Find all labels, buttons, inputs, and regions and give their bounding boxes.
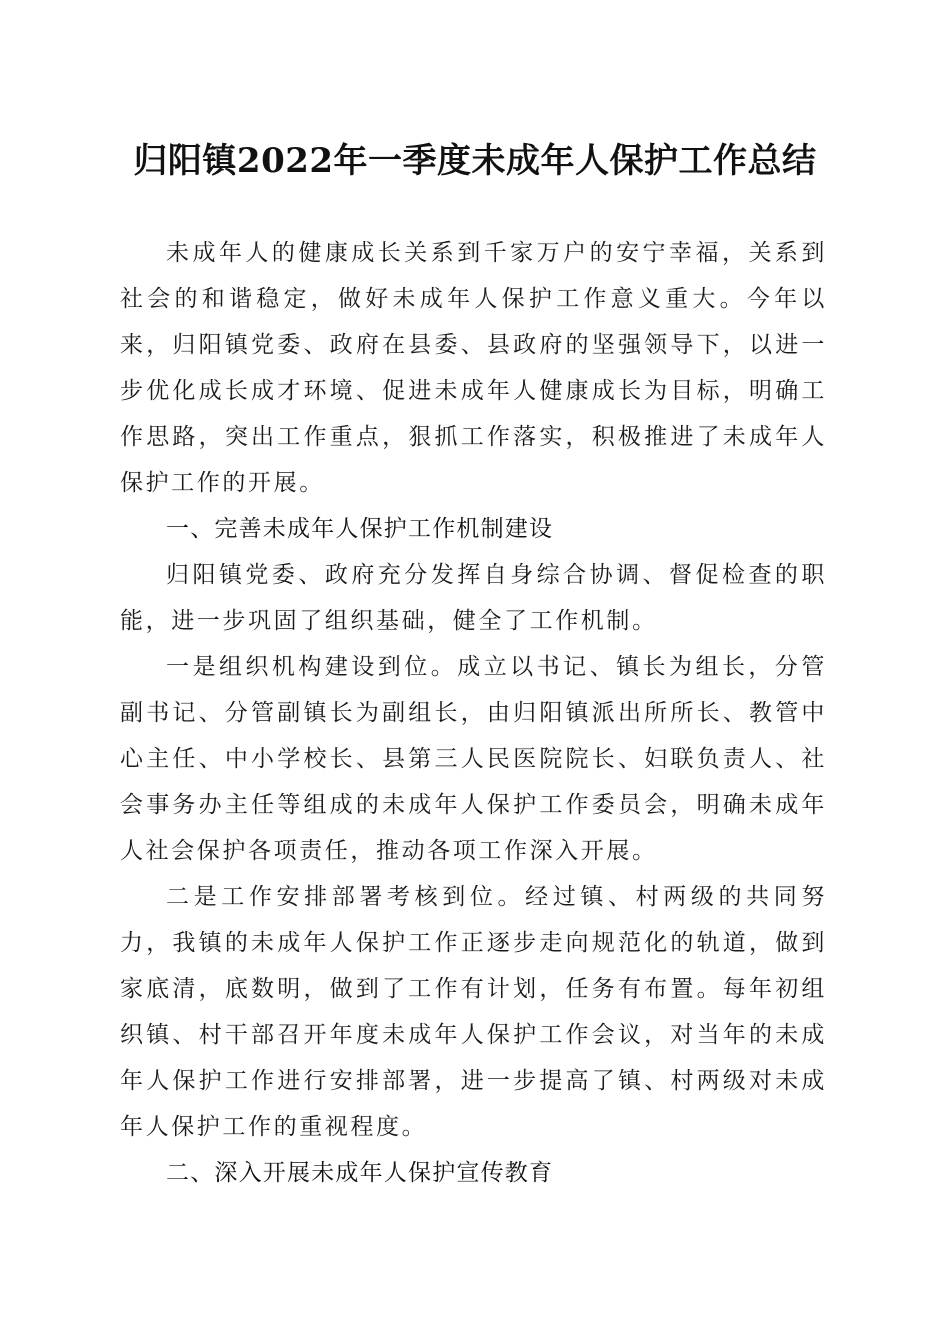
item-1-lead: 一是组织机构建设到位。 (166, 654, 458, 680)
document-title: 归阳镇2022年一季度未成年人保护工作总结 (133, 141, 817, 181)
item-1-text: 成立以书记、镇长为组长，分管副书记、分管副镇长为副组长，由归阳镇派出所所长、教管中心主任、中小学校长、县第三人民医院院长、妇联负责人、社会事务办主任等组成的未成年人保护工作委员会，明确未成年人社会保护各项责任，推动各项工作深入开展。 (120, 654, 827, 864)
intro-paragraph: 未成年人的健康成长关系到千家万户的安宁幸福，关系到社会的和谐稳定，做好未成年人保护工作意义重大。今年以来，归阳镇党委、政府在县委、县政府的坚强领导下，以进一步优化成长成才环境、促进未成年人健康成长为目标，明确工作思路，突出工作重点，狠抓工作落实，积极推进了未成年人保护工作的开展。 (120, 240, 827, 496)
section-2-heading: 二、深入开展未成年人保护宣传教育 (166, 1160, 554, 1186)
document-body (120, 230, 827, 1196)
section-1-heading: 一、完善未成年人保护工作机制建设 (166, 516, 554, 542)
item-2-text: 经过镇、村两级的共同努力，我镇的未成年人保护工作正逐步走向规范化的轨道，做到家底清，底数明，做到了工作有计划，任务有布置。每年初组织镇、村干部召开年度未成年人保护工作会议，对当年的未成年人保护工作进行安排部署，进一步提高了镇、村两级对未成年人保护工作的重视程度。 (120, 884, 827, 1140)
section-1-item-2 (120, 874, 827, 1150)
item-2-lead: 二是工作安排部署考核到位。 (166, 884, 526, 910)
section-1-paragraph: 归阳镇党委、政府充分发挥自身综合协调、督促检查的职能，进一步巩固了组织基础，健全了工作机制。 (120, 562, 827, 634)
section-1-item-1 (120, 644, 827, 874)
